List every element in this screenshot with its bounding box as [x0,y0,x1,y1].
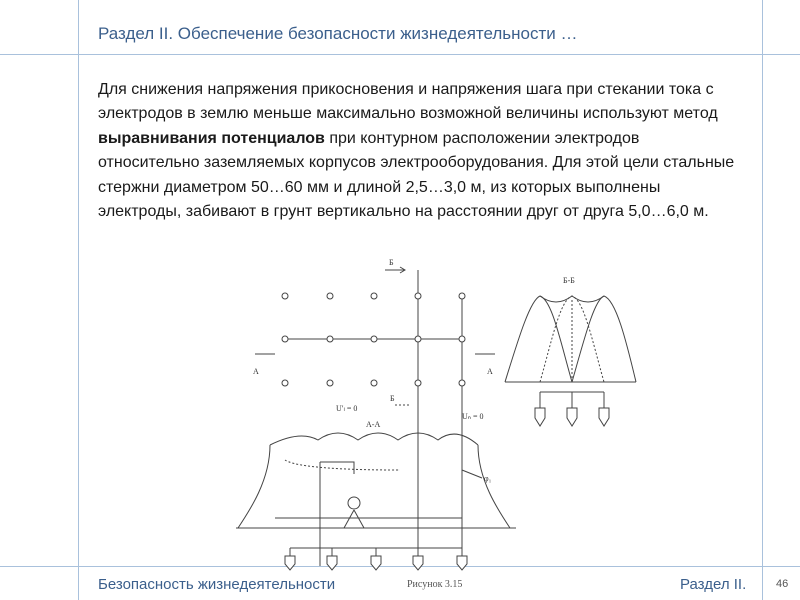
grid-node [282,293,288,299]
footer-course-title: Безопасность жизнедеятельности [98,576,336,593]
bb-electrode [567,408,577,426]
aa-person-head [348,497,360,509]
grid-node [282,336,288,342]
label-phi: φ₁ [484,474,492,483]
page-number: 46 [776,578,789,590]
aa-person-leg-1 [344,510,354,528]
grid-node [282,380,288,386]
grid-node [327,336,333,342]
grid-node [459,380,465,386]
body-text-part-1: Для снижения напряжения прикосновения и напряжения шага при стекании тока с электродов в землю меньше максимально возможной величины используют метод [98,81,718,123]
footer-section: Раздел II. [680,576,747,593]
label-a-right: А [487,367,493,376]
grid-node [371,380,377,386]
aa-electrode [457,556,467,570]
figure-caption: Рисунок 3.15 [407,579,463,590]
grid-node [371,336,377,342]
label-b-top: Б [389,258,394,267]
grid-node [327,380,333,386]
aa-electrode [327,556,337,570]
aa-curve-right [478,445,510,528]
page-title: Раздел II. Обеспечение безопасности жизнедеятельности … [98,24,578,43]
label-b-mid: Б [390,394,395,403]
label-u-left: U′ₗ = 0 [336,404,358,413]
aa-curve-left [238,445,270,528]
grid-node [415,293,421,299]
aa-person-leg-2 [354,510,364,528]
phi-leader [462,470,482,478]
electrode-tips [285,408,609,570]
aa-curve-top [270,433,478,445]
grid-node [415,380,421,386]
grid-node [371,293,377,299]
bb-electrode [599,408,609,426]
label-u-right: Uₙ = 0 [462,412,484,421]
grid-node [327,293,333,299]
aa-electrode [371,556,381,570]
label-section-aa: А-А [366,420,381,429]
bb-curve-3 [572,296,636,382]
bb-electrode [535,408,545,426]
body-text-bold: выравнивания потенциалов [98,129,325,147]
aa-electrode [285,556,295,570]
grid-nodes [282,293,465,509]
body-text-part-2: при контурном расположении электродов относительно заземляемых корпусов электрооборудования. Для этой цели стальные стержни диаметром 50…60 мм и длиной 2,5…3,0 м, из которых выполнены электроды, забивают в грунт вертикально на расстоянии друг от друга 5,0…6,0 м. [98,129,735,221]
grid-node [459,293,465,299]
grid-node [415,336,421,342]
label-section-bb: Б-Б [563,276,575,285]
label-a-left: А [253,367,259,376]
aa-electrode [413,556,423,570]
grid-node [459,336,465,342]
